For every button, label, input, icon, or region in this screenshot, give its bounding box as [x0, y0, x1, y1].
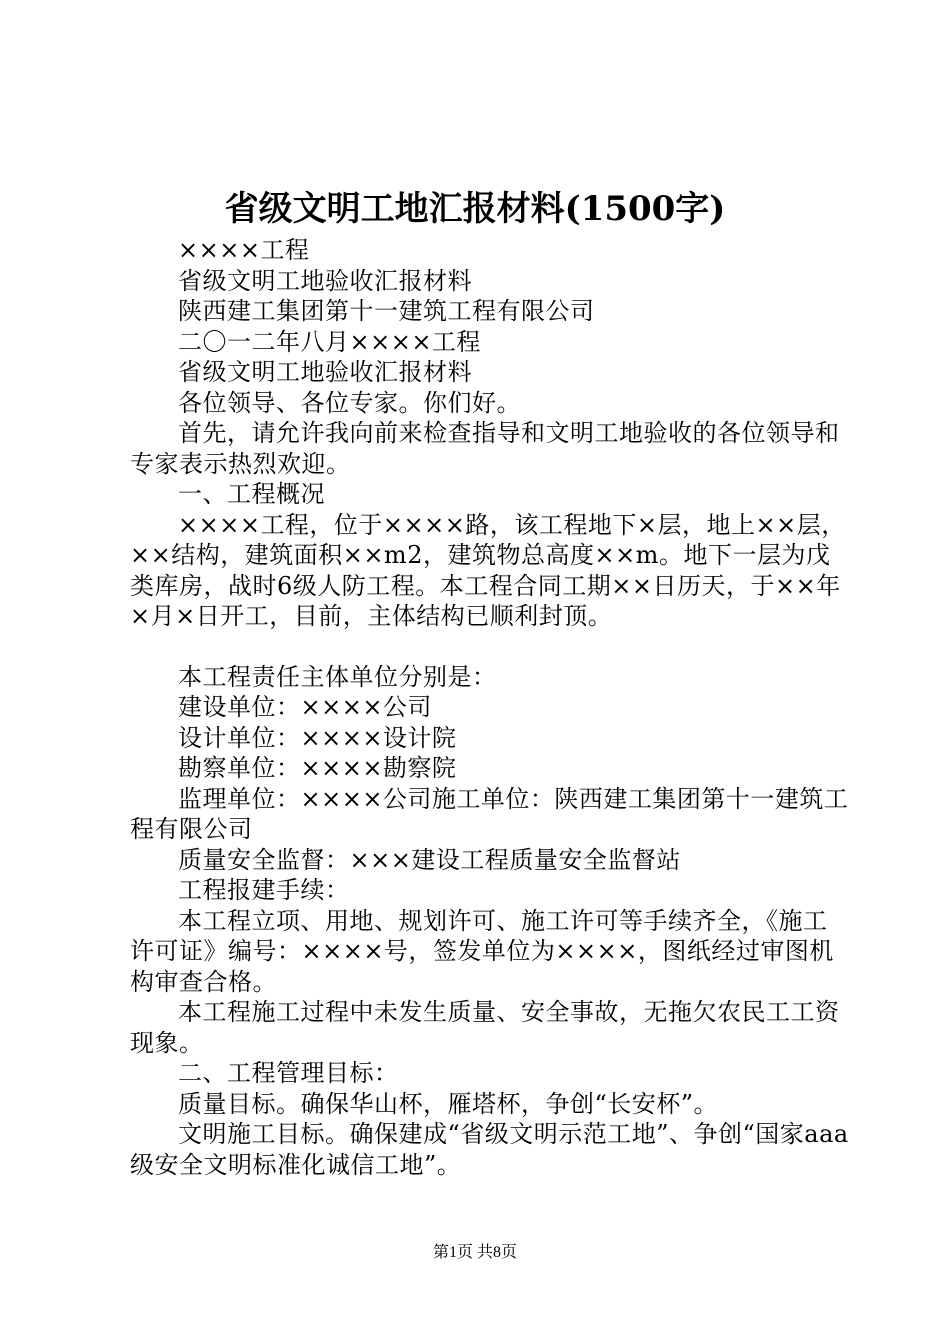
- paragraph-overview: ××××工程，位于××××路，该工程地下×层，地上××层，××结构，建筑面积××m2，建筑物总高度××m。地下一层为戊类库房，战时6级人防工程。本工程合同工期××日历天，于××年×月×日开工，目前，主体结构已顺利封顶。: [130, 510, 846, 630]
- paragraph-spacer: [130, 632, 850, 662]
- paragraph-design-unit: 设计单位：××××设计院: [178, 723, 457, 752]
- paragraph-greeting: 各位领导、各位专家。你们好。: [178, 388, 521, 417]
- paragraph-supervision-unit: 监理单位：××××公司施工单位：陕西建工集团第十一建筑工程有限公司: [130, 784, 849, 843]
- paragraph-safety-record: 本工程施工过程中未发生质量、安全事故，无拖欠农民工工资现象。: [130, 998, 840, 1057]
- section-heading-goals: 二、工程管理目标：: [178, 1059, 399, 1087]
- paragraph-company: 陕西建工集团第十一建筑工程有限公司: [178, 297, 595, 325]
- paragraph-civilized-goal: 文明施工目标。确保建成“省级文明示范工地”、争创“国家aaa级安全文明标准化诚信工地”。: [130, 1120, 849, 1179]
- paragraph-report-subtitle-repeat: 省级文明工地验收汇报材料: [178, 358, 472, 386]
- paragraph-quality-goal: 质量目标。确保华山杯，雁塔杯，争创“长安杯”。: [178, 1089, 719, 1118]
- document-body: [130, 235, 850, 1180]
- paragraph-permits-heading: 工程报建手续：: [178, 876, 350, 904]
- paragraph-survey-unit: 勘察单位：××××勘察院: [178, 754, 457, 782]
- paragraph-builder-unit: 建设单位：××××公司: [178, 693, 432, 721]
- paragraph-report-subtitle: 省级文明工地验收汇报材料: [178, 266, 472, 295]
- section-heading-overview: 一、工程概况: [178, 480, 325, 508]
- paragraph-welcome: 首先，请允许我向前来检查指导和文明工地验收的各位领导和专家表示热烈欢迎。: [130, 419, 840, 478]
- paragraph-date-project: 二〇一二年八月××××工程: [178, 327, 481, 356]
- paragraph-permits: 本工程立项、用地、规划许可、施工许可等手续齐全，《施工许可证》编号：××××号，签发单位为××××，图纸经过审图机构审查合格。: [130, 906, 834, 996]
- page-footer: 第1页 共8页: [432, 1244, 517, 1261]
- paragraph-quality-supervision: 质量安全监督：×××建设工程质量安全监督站: [178, 845, 681, 874]
- paragraph-project-name: ××××工程: [178, 236, 310, 264]
- paragraph-responsible-units: 本工程责任主体单位分别是：: [178, 662, 497, 691]
- document-title: 省级文明工地汇报材料(1500字): [224, 189, 726, 229]
